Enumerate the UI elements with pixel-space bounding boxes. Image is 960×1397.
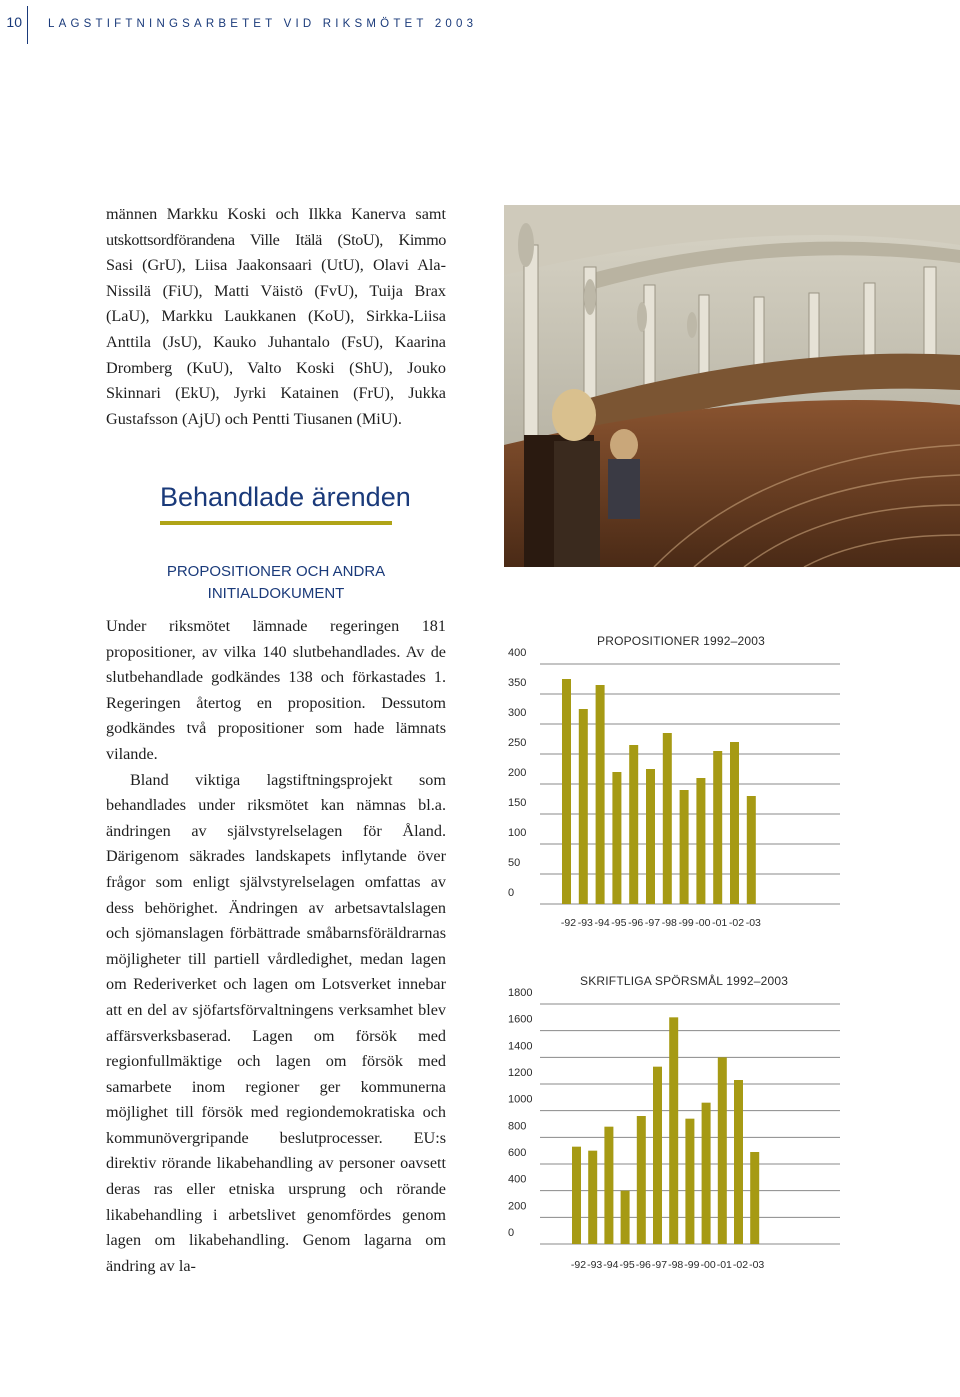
bar bbox=[702, 1103, 711, 1244]
x-tick-label: -96 bbox=[628, 917, 644, 929]
intro-line: utskottsordförandena Ville Itälä (StoU), Kimmo bbox=[106, 230, 446, 249]
photo-illustration bbox=[504, 205, 960, 567]
chart-propositioner bbox=[500, 628, 850, 938]
bar bbox=[663, 733, 672, 904]
page-number: 10 bbox=[6, 14, 22, 30]
y-tick-label: 600 bbox=[508, 1147, 527, 1159]
bar bbox=[750, 1152, 759, 1244]
header-divider bbox=[27, 6, 28, 44]
intro-text bbox=[106, 202, 446, 432]
x-tick-label: -98 bbox=[661, 917, 677, 929]
bar bbox=[685, 1119, 694, 1244]
y-tick-label: 1600 bbox=[508, 1013, 533, 1026]
x-tick-label: -95 bbox=[611, 917, 627, 929]
y-tick-label: 1800 bbox=[508, 987, 533, 999]
x-tick-label: -97 bbox=[644, 917, 661, 929]
x-tick-label: -03 bbox=[749, 1259, 765, 1271]
x-tick-label: -00 bbox=[695, 917, 711, 929]
chart-title: SKRIFTLIGA SPÖRSMÅL 1992–2003 bbox=[580, 974, 789, 988]
intro-line: Skinnari (EkU), Jyrki Katainen (FrU), Jukka bbox=[106, 384, 446, 403]
y-tick-label: 200 bbox=[508, 767, 527, 779]
chart-title: PROPOSITIONER 1992–2003 bbox=[597, 634, 766, 648]
bar bbox=[612, 772, 621, 904]
y-tick-label: 1200 bbox=[508, 1067, 533, 1079]
bar bbox=[680, 790, 689, 904]
x-tick-label: -02 bbox=[728, 917, 745, 929]
subheading: PROPOSITIONER OCH ANDRA INITIALDOKUMENT bbox=[166, 563, 386, 602]
bar bbox=[572, 1147, 581, 1244]
x-tick-label: -94 bbox=[594, 917, 610, 929]
paragraph: Bland viktiga lagstiftningsprojekt som behandlades under riksmötet kan nämnas bl.a. ändringen av självstyrelselagen för Åland. Därigenom säkrades landskapets inflytande över frågor som enligt självstyrelselagen omfattas av dess behörighet. Ändringen av arbetsavtalslagen och sjömanslagen förbättrade småbarnsföräldrarnas möjligheter till partiell vårdledighet, medan lagen om Rederiverket och lagen om Lotsverket innebar att en del av sjöfartsförvaltningens verksamhet blev affärsverksbaserad. Lagen om försök med regionfullmäktige och lagen om försök med samarbete inom regioner ger kommunerna möjlighet till försök med regiondemokratiska och kommunövergripande beslutprocesser. EU:s direktiv rörande likabehandling av personer oavsett deras ras eller etniska ursprung och rörande likabehandling i arbetslivet genomfördes genom lagen om likabehandling. Genom lagarna om ändring av la- bbox=[106, 770, 446, 1275]
bar bbox=[588, 1151, 597, 1244]
y-tick-label: 150 bbox=[508, 797, 527, 809]
x-tick-label: -99 bbox=[684, 1259, 700, 1271]
x-tick-label: -03 bbox=[745, 917, 761, 929]
intro-line: Gustafsson (AjU) och Pentti Tiusanen (MiU). bbox=[106, 409, 402, 428]
y-tick-label: 1000 bbox=[508, 1093, 533, 1106]
title-underline bbox=[160, 521, 392, 525]
bar bbox=[734, 1080, 743, 1244]
intro-line: Anttila (JsU), Kauko Juhantalo (FsU), Kaarina bbox=[106, 332, 446, 351]
bar bbox=[718, 1057, 727, 1244]
bar bbox=[637, 1116, 646, 1244]
paragraph: Under riksmötet lämnade regeringen 181 propositioner, av vilka 140 slutbehandlades. Av de slutbehandlade godkändes 138 och förkastades 1. Regeringen återtog en proposition. Dessutom godkändes två propositioner som hade lämnats vilande. bbox=[106, 617, 446, 763]
intro-line: Dromberg (KuU), Valto Koski (ShU), Jouko bbox=[106, 358, 446, 377]
x-tick-label: -01 bbox=[712, 917, 728, 929]
x-tick-label: -96 bbox=[635, 1259, 651, 1271]
bar bbox=[562, 679, 571, 904]
chart-skriftliga-sporsmal bbox=[500, 968, 850, 1278]
x-tick-label: -92 bbox=[560, 917, 577, 929]
x-tick-label: -02 bbox=[732, 1259, 749, 1271]
bar bbox=[579, 709, 588, 904]
chart-canvas bbox=[500, 968, 850, 1278]
bar bbox=[669, 1017, 678, 1244]
bar bbox=[653, 1067, 662, 1244]
intro-line: männen Markku Koski och Ilkka Kanerva samt bbox=[106, 205, 446, 223]
y-tick-label: 0 bbox=[508, 887, 515, 899]
y-tick-label: 0 bbox=[508, 1227, 515, 1239]
bar bbox=[730, 742, 739, 904]
intro-line: Sasi (GrU), Liisa Jaakonsaari (UtU), Olavi Ala- bbox=[106, 256, 446, 275]
parliament-chamber-photo bbox=[504, 205, 960, 567]
y-tick-label: 300 bbox=[508, 707, 527, 719]
chart-canvas bbox=[500, 628, 850, 938]
intro-line: (LaU), Markku Laukkanen (KoU), Sirkka-Liisa bbox=[106, 307, 446, 326]
intro-line: Nissilä (FiU), Matti Väistö (FvU), Tuija Brax bbox=[106, 281, 446, 300]
x-tick-label: -93 bbox=[577, 917, 593, 929]
bar bbox=[621, 1191, 630, 1244]
y-tick-label: 200 bbox=[508, 1200, 527, 1213]
x-tick-label: -97 bbox=[651, 1259, 668, 1271]
x-tick-label: -01 bbox=[716, 1259, 732, 1271]
x-tick-label: -00 bbox=[700, 1259, 716, 1271]
y-tick-label: 100 bbox=[508, 827, 527, 839]
bar bbox=[629, 745, 638, 904]
y-tick-label: 350 bbox=[508, 677, 527, 689]
running-head: LAGSTIFTNINGSARBETET VID RIKSMÖTET 2003 bbox=[48, 18, 478, 30]
bar bbox=[646, 769, 655, 904]
x-tick-label: -93 bbox=[587, 1259, 603, 1271]
y-tick-label: 250 bbox=[508, 737, 527, 749]
x-tick-label: -94 bbox=[603, 1259, 619, 1271]
y-tick-label: 400 bbox=[508, 1173, 527, 1186]
y-tick-label: 50 bbox=[508, 857, 521, 869]
y-tick-label: 400 bbox=[508, 647, 527, 659]
x-tick-label: -95 bbox=[619, 1259, 635, 1271]
bar bbox=[713, 751, 722, 904]
y-tick-label: 1400 bbox=[508, 1040, 533, 1053]
bar bbox=[596, 685, 605, 904]
y-tick-label: 800 bbox=[508, 1120, 527, 1133]
bar bbox=[747, 796, 756, 904]
x-tick-label: -99 bbox=[678, 917, 694, 929]
bar bbox=[604, 1127, 613, 1244]
section-title: Behandlade ärenden bbox=[160, 482, 411, 512]
x-tick-label: -98 bbox=[668, 1259, 684, 1271]
article-body bbox=[106, 614, 446, 1279]
bar bbox=[696, 778, 705, 904]
x-tick-label: -92 bbox=[570, 1259, 587, 1271]
